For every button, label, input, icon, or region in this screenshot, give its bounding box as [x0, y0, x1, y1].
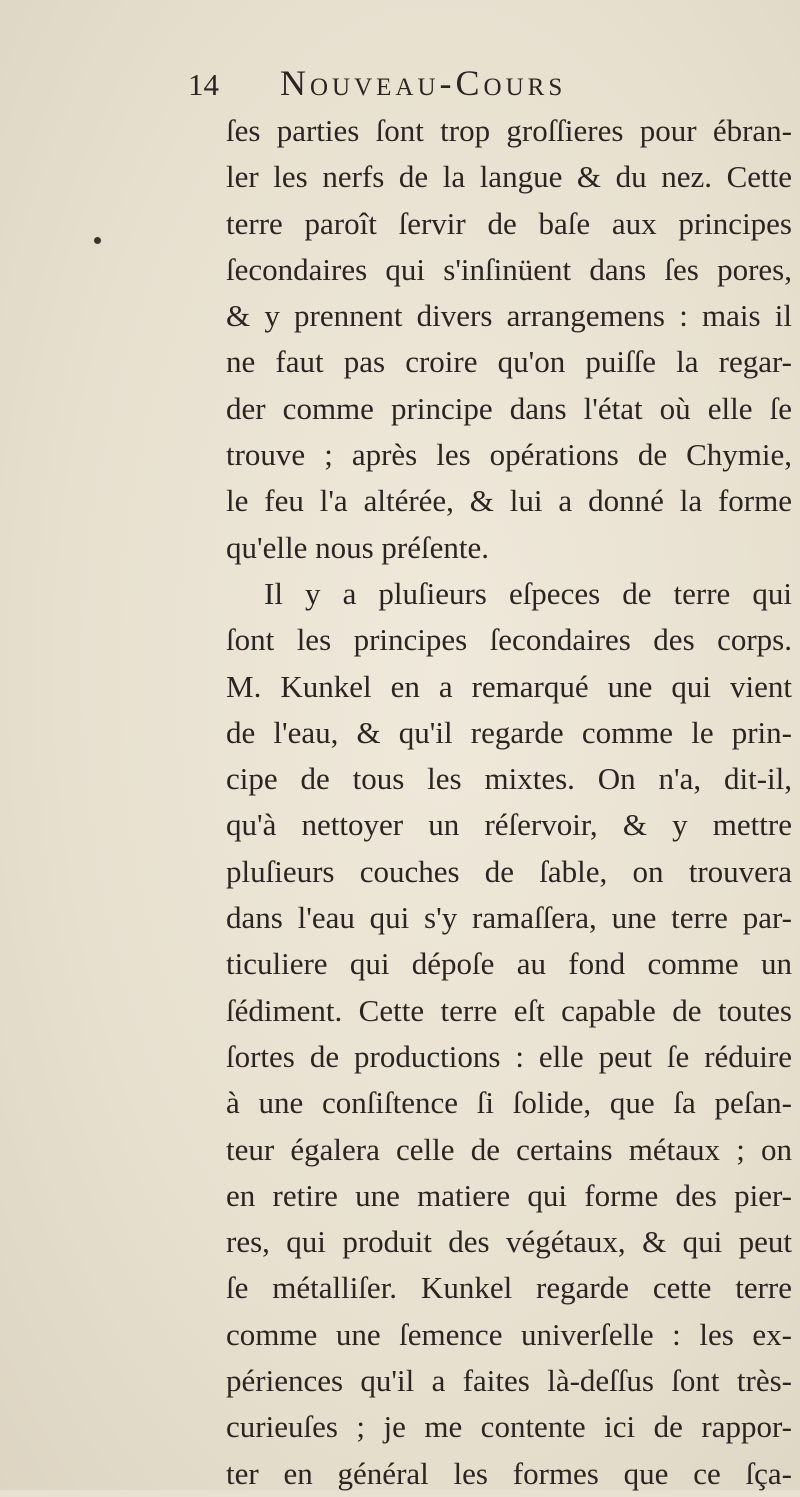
- running-head: Nouveau-Cours: [280, 63, 567, 103]
- text-line: ne faut pas croire qu'on puiſſe la regar-: [226, 344, 792, 380]
- text-line: ſes parties ſont trop groſſieres pour ébran-: [226, 113, 792, 148]
- text-line: & y prennent divers arrangemens : mais il: [226, 298, 792, 334]
- text-line: teur égalera celle de certains métaux ; on: [226, 1131, 792, 1167]
- text-line: en retire une matiere qui forme des pier-: [226, 1177, 792, 1213]
- text-line: à une conſiſtence ſi ſolide, que ſa peſan-: [226, 1085, 792, 1121]
- text-line: M. Kunkel en a remarqué une qui vient: [226, 668, 792, 704]
- text-line: pluſieurs couches de ſable, on trouvera: [226, 853, 792, 889]
- text-line: ſédiment. Cette terre eſt capable de toutes: [226, 992, 792, 1028]
- text-line: ler les nerfs de la langue & du nez. Cette: [226, 159, 792, 195]
- text-line: der comme principe dans l'état où elle ſe: [226, 390, 792, 426]
- text-line: le feu l'a altérée, & lui a donné la forme: [226, 483, 792, 519]
- text-line: cipe de tous les mixtes. On n'a, dit-il,: [226, 761, 792, 797]
- page-header: [188, 62, 688, 108]
- text-line: Il y a pluſieurs eſpeces de terre qui: [264, 575, 792, 611]
- margin-mark: [94, 237, 101, 244]
- text-line: terre paroît ſervir de baſe aux principes: [226, 205, 792, 241]
- page-number: 14: [188, 67, 219, 102]
- text-line: comme une ſemence univerſelle : les ex-: [226, 1316, 792, 1352]
- text-line: ticuliere qui dépoſe au fond comme un: [226, 946, 792, 982]
- text-line: trouve ; après les opérations de Chymie,: [226, 437, 792, 473]
- text-line: ter en général les formes que ce ſça-: [226, 1455, 792, 1491]
- text-line: res, qui produit des végétaux, & qui peut: [226, 1224, 792, 1260]
- text-line: ſecondaires qui s'inſinüent dans ſes pores,: [226, 251, 792, 287]
- text-line: ſortes de productions : elle peut ſe réduire: [226, 1038, 792, 1074]
- text-line: périences qu'il a faites là-deſſus ſont très-: [226, 1363, 792, 1399]
- text-line: curieuſes ; je me contente ici de rappor-: [226, 1409, 792, 1445]
- text-line: de l'eau, & qu'il regarde comme le prin-: [226, 714, 792, 750]
- text-line: qu'à nettoyer un réſervoir, & y mettre: [226, 807, 792, 843]
- body-text: [226, 108, 792, 1497]
- text-line: ſont les principes ſecondaires des corps.: [226, 622, 792, 658]
- text-line: ſe métalliſer. Kunkel regarde cette terre: [226, 1270, 792, 1306]
- text-line: dans l'eau qui s'y ramaſſera, une terre par-: [226, 900, 792, 936]
- text-line: qu'elle nous préſente.: [226, 529, 489, 565]
